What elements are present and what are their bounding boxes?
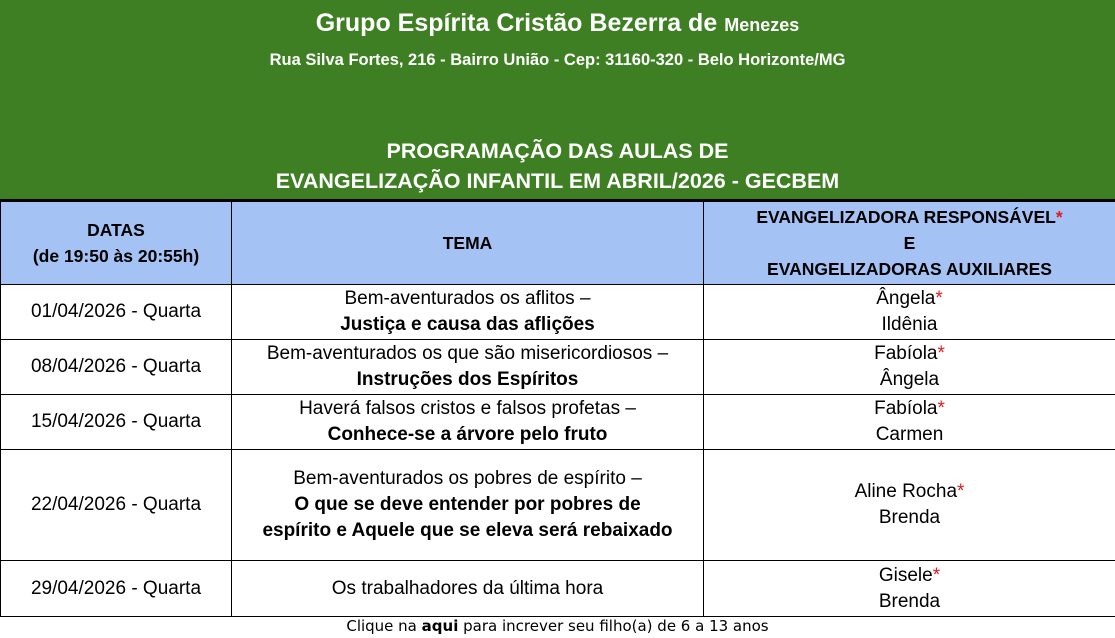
tema-text: Haverá falsos cristos e falsos profetas – (299, 398, 636, 419)
tema-bold-text-2: espírito e Aquele que se eleva será rebaixado (262, 520, 673, 541)
responsavel-name: Fabíola (874, 398, 938, 419)
responsavel-star: * (937, 343, 945, 364)
row-date: 08/04/2026 - Quarta (1, 340, 232, 395)
column-header-tema: TEMA (232, 202, 704, 285)
column-header-datas (1, 202, 232, 285)
responsavel-name: Aline Rocha (854, 481, 958, 502)
header-banner (0, 0, 1115, 201)
auxiliar-name: Brenda (878, 590, 941, 612)
row-evangelizadoras (704, 561, 1115, 617)
responsavel-name-line (710, 563, 1109, 589)
registration-footer (0, 615, 1115, 638)
table-row (1, 285, 1115, 340)
table-header-row (1, 202, 1115, 285)
tema-text: Bem-aventurados os que são misericordiosos – (266, 343, 669, 364)
datas-label: DATAS (87, 220, 145, 240)
row-date: 29/04/2026 - Quarta (1, 561, 232, 617)
tema-text: Bem-aventurados os pobres de espírito – (293, 468, 642, 489)
responsavel-name: Gisele (878, 564, 933, 586)
responsavel-name: Fabíola (874, 343, 938, 364)
auxiliar-name: Ângela (879, 369, 940, 390)
tema-text: Os trabalhadores da última hora (331, 577, 604, 599)
row-date: 15/04/2026 - Quarta (1, 395, 232, 450)
tema-bold-text: Justiça e causa das aflições (340, 314, 595, 335)
organization-title (0, 7, 1115, 41)
tema-text: Bem-aventurados os aflitos – (344, 288, 591, 309)
responsavel-label-line2: E (903, 233, 916, 253)
row-date: 22/04/2026 - Quarta (1, 450, 232, 561)
row-tema (232, 561, 704, 617)
responsavel-label-text: EVANGELIZADORA RESPONSÁVEL (756, 207, 1056, 227)
responsavel-star: * (937, 398, 945, 419)
row-tema (232, 395, 704, 450)
responsavel-label-line1 (710, 204, 1109, 230)
row-evangelizadoras (704, 450, 1115, 561)
registration-link[interactable]: aqui (421, 617, 459, 635)
schedule-table (0, 201, 1115, 617)
organization-title-main: Grupo Espírita Cristão Bezerra de (315, 9, 718, 37)
responsavel-name-line (710, 479, 1109, 505)
table-row (1, 395, 1115, 450)
responsavel-name-line (710, 341, 1109, 367)
responsavel-name-line (710, 396, 1109, 422)
required-star: * (1055, 207, 1063, 227)
auxiliar-name: Carmen (875, 424, 944, 445)
auxiliar-name: Ildênia (881, 314, 938, 335)
row-evangelizadoras (704, 285, 1115, 340)
column-header-responsavel (704, 202, 1115, 285)
datas-time-label: (de 19:50 às 20:55h) (32, 246, 200, 266)
row-tema (232, 285, 704, 340)
footer-prefix: Clique na (346, 617, 417, 635)
tema-bold-text: Instruções dos Espíritos (356, 369, 579, 390)
row-evangelizadoras (704, 395, 1115, 450)
organization-address: Rua Silva Fortes, 216 - Bairro União - Cep: 31160-320 - Belo Horizonte/MG (269, 51, 846, 69)
responsavel-label-line3: EVANGELIZADORAS AUXILIARES (767, 259, 1052, 279)
responsavel-star: * (935, 288, 943, 309)
row-evangelizadoras (704, 340, 1115, 395)
tema-bold-text: Conhece-se a árvore pelo fruto (327, 424, 608, 445)
table-row (1, 561, 1115, 617)
responsavel-name-line (710, 286, 1109, 312)
responsavel-star: * (957, 481, 965, 502)
footer-suffix: para increver seu filho(a) de 6 a 13 anos (463, 617, 769, 635)
responsavel-star: * (932, 564, 941, 586)
program-title-line1: PROGRAMAÇÃO DAS AULAS DE (386, 139, 729, 163)
responsavel-name: Ângela (876, 288, 936, 309)
program-title-line2: EVANGELIZAÇÃO INFANTIL EM ABRIL/2026 - GECBEM (275, 169, 840, 193)
row-date: 01/04/2026 - Quarta (1, 285, 232, 340)
row-tema (232, 340, 704, 395)
auxiliar-name: Brenda (878, 507, 941, 528)
row-tema (232, 450, 704, 561)
table-row (1, 450, 1115, 561)
table-row (1, 340, 1115, 395)
organization-title-small: Menezes (724, 15, 800, 35)
tema-bold-text: O que se deve entender por pobres de (294, 494, 641, 515)
